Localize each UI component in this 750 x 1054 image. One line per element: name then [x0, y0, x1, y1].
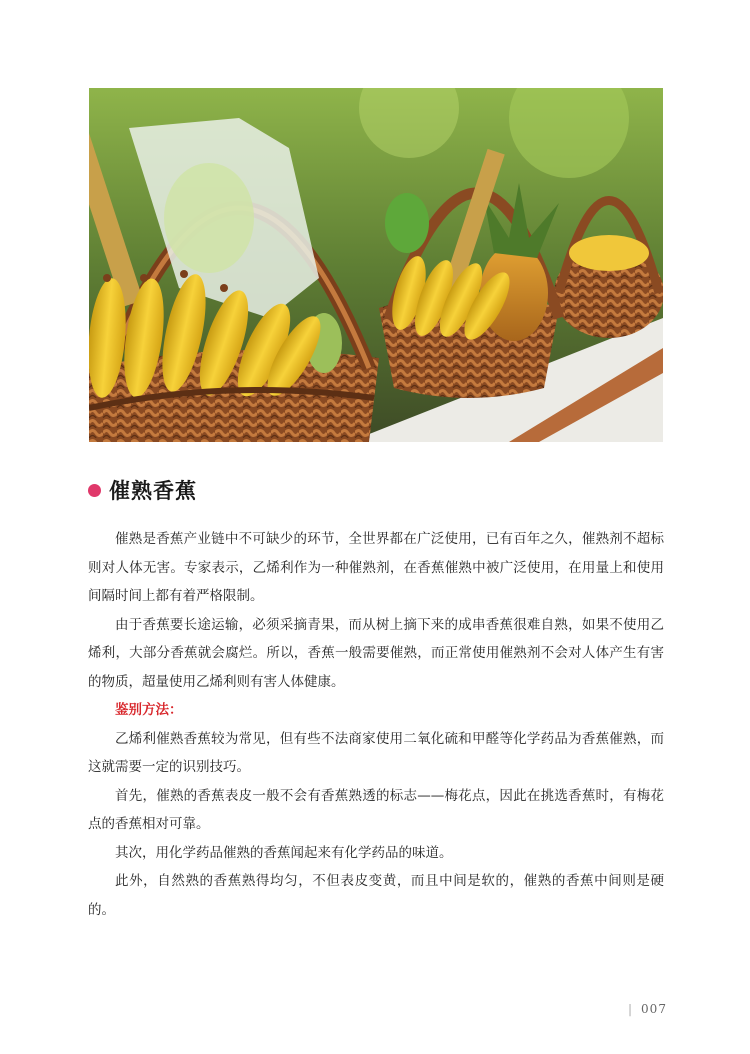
paragraph: 由于香蕉要长途运输，必须采摘青果，而从树上摘下来的成串香蕉很难自熟，如果不使用乙烯利，大部分香蕉就会腐烂。所以，香蕉一般需要催熟，而正常使用催熟剂不会对人体产生有害的物质，超量使用乙烯利则有害人体健康。	[88, 616, 664, 690]
banana-basket-photo	[89, 88, 663, 442]
paragraph: 其次，用化学药品催熟的香蕉闻起来有化学药品的味道。	[115, 844, 453, 861]
section-heading	[88, 474, 197, 506]
paragraph: 乙烯利催熟香蕉较为常见，但有些不法商家使用二氧化硫和甲醛等化学药品为香蕉催熟，而这就需要一定的识别技巧。	[88, 730, 664, 775]
bullet-dot-icon	[88, 484, 101, 497]
article-body	[88, 525, 664, 924]
page-number-separator: |	[628, 1002, 634, 1016]
subheading: 鉴别方法：	[115, 702, 183, 718]
paragraph: 催熟是香蕉产业链中不可缺少的环节，全世界都在广泛使用，已有百年之久，催熟剂不超标则对人体无害。专家表示，乙烯利作为一种催熟剂，在香蕉催熟中被广泛使用，在用量上和使用间隔时间上都有着严格限制。	[88, 531, 664, 604]
page-number-value: 007	[641, 1002, 667, 1016]
page-number	[628, 1002, 667, 1016]
paragraph: 此外，自然熟的香蕉熟得均匀，不但表皮变黄，而且中间是软的，催熟的香蕉中间则是硬的。	[88, 873, 664, 918]
paragraph: 首先，催熟的香蕉表皮一般不会有香蕉熟透的标志——梅花点，因此在挑选香蕉时，有梅花点的香蕉相对可靠。	[88, 787, 664, 832]
section-title: 催熟香蕉	[109, 479, 197, 503]
